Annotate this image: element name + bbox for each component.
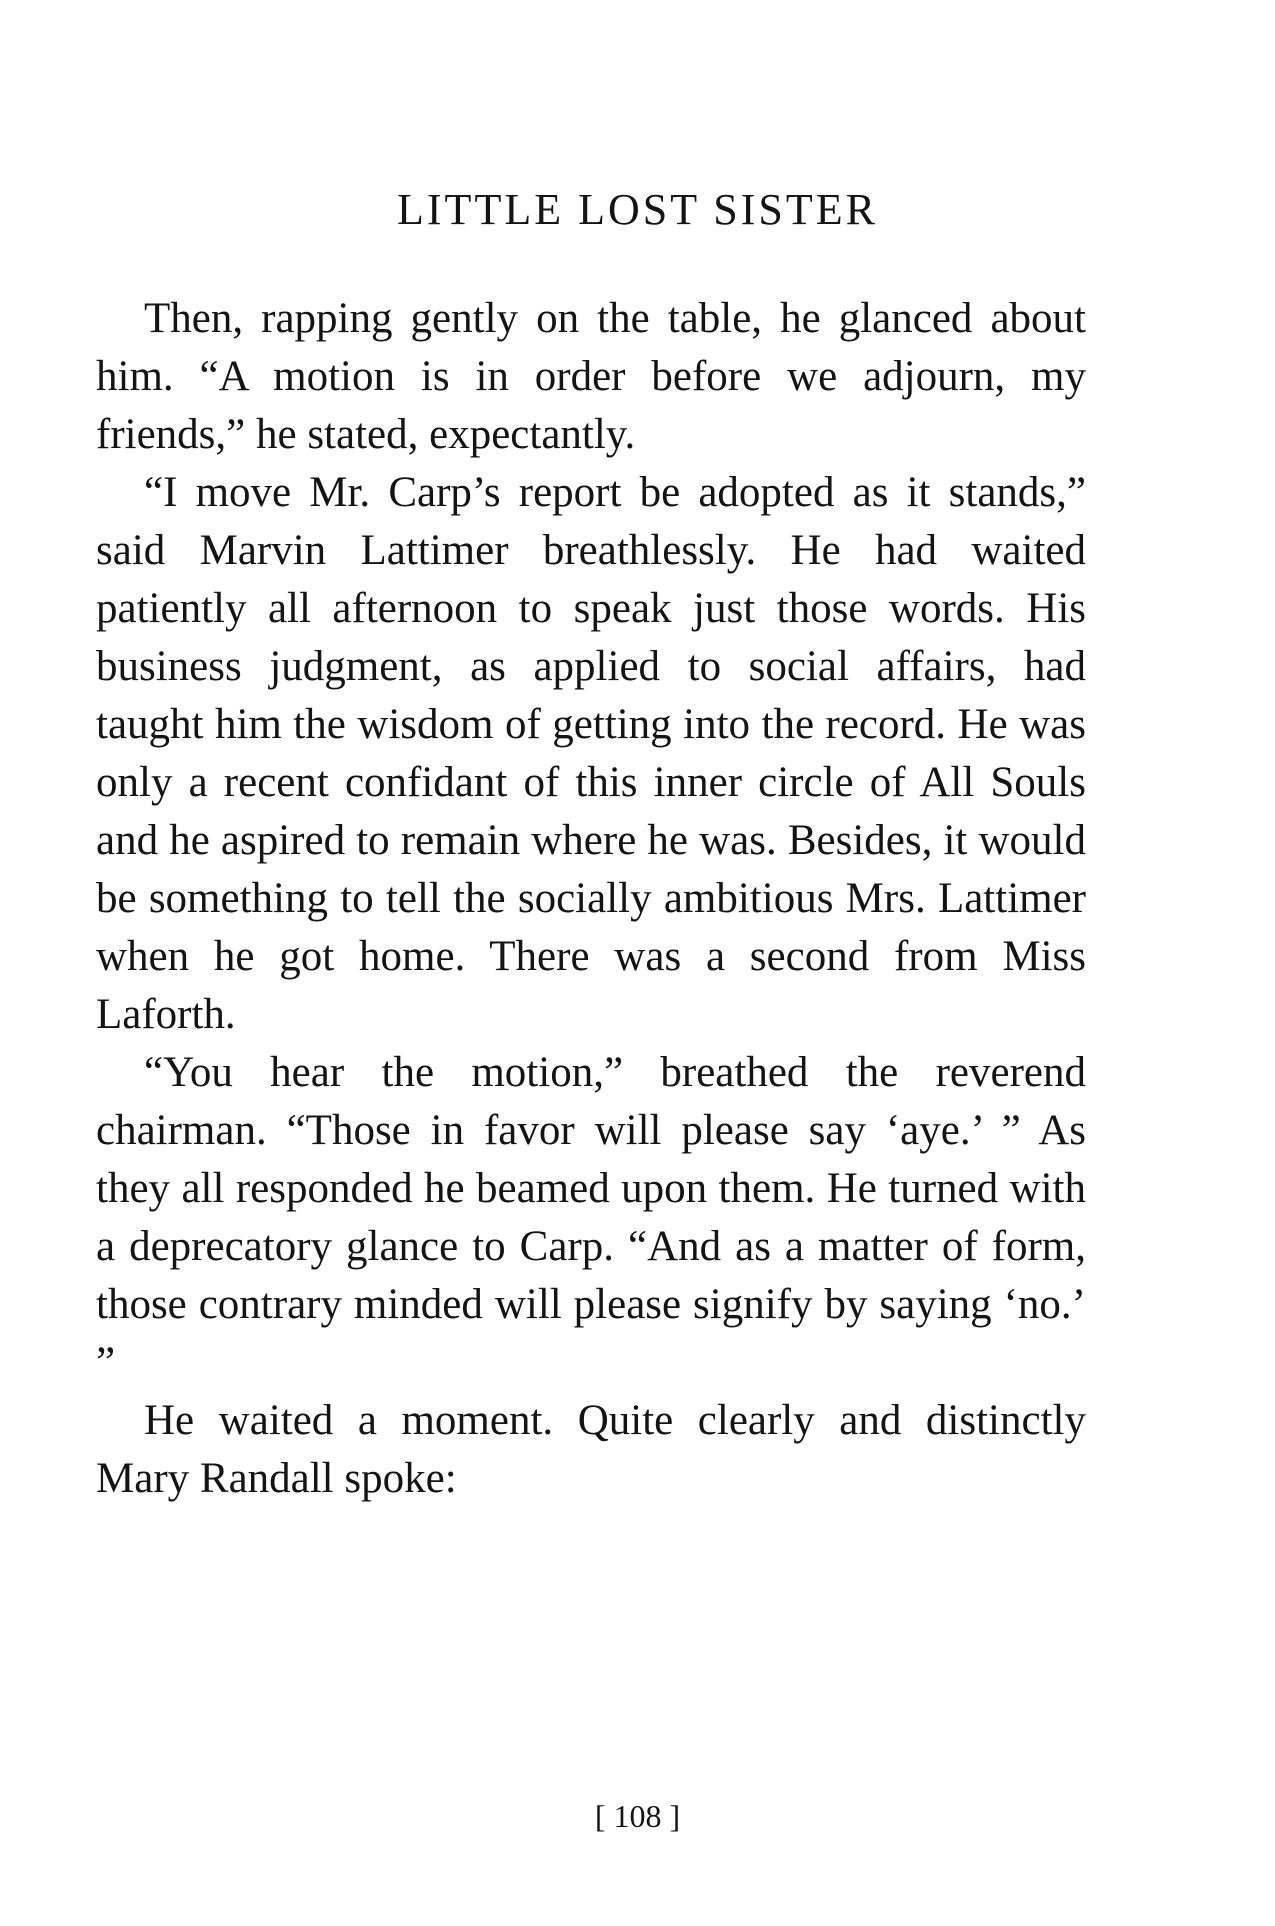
- paragraph: “You hear the motion,” breathed the reverend chairman. “Those in favor will please say ‘aye.’ ” As they all responded he beamed upon them. He turned with a deprecatory glance to Carp. “And as a matter of form, those contrary minded will please signify by saying ‘no.’ ”: [96, 1049, 1086, 1386]
- page-number: [ 108 ]: [594, 1798, 681, 1834]
- paragraph: He waited a moment. Quite clearly and distinctly Mary Randall spoke:: [96, 1397, 1086, 1502]
- body-text: [96, 290, 1086, 1508]
- paragraph: Then, rapping gently on the table, he glanced about him. “A motion is in order before we adjourn, my friends,” he stated, expectantly.: [96, 295, 1086, 458]
- running-head: LITTLE LOST SISTER: [397, 185, 878, 234]
- paragraph: “I move Mr. Carp’s report be adopted as it stands,” said Marvin Lattimer breathlessly. He had waited patiently all afternoon to speak just those words. His business judgment, as applied to social affairs, had taught him the wisdom of getting into the record. He was only a recent confidant of this inner circle of All Souls and he aspired to remain where he was. Besides, it would be something to tell the socially ambitious Mrs. Lattimer when he got home. There was a second from Miss Laforth.: [96, 469, 1086, 1038]
